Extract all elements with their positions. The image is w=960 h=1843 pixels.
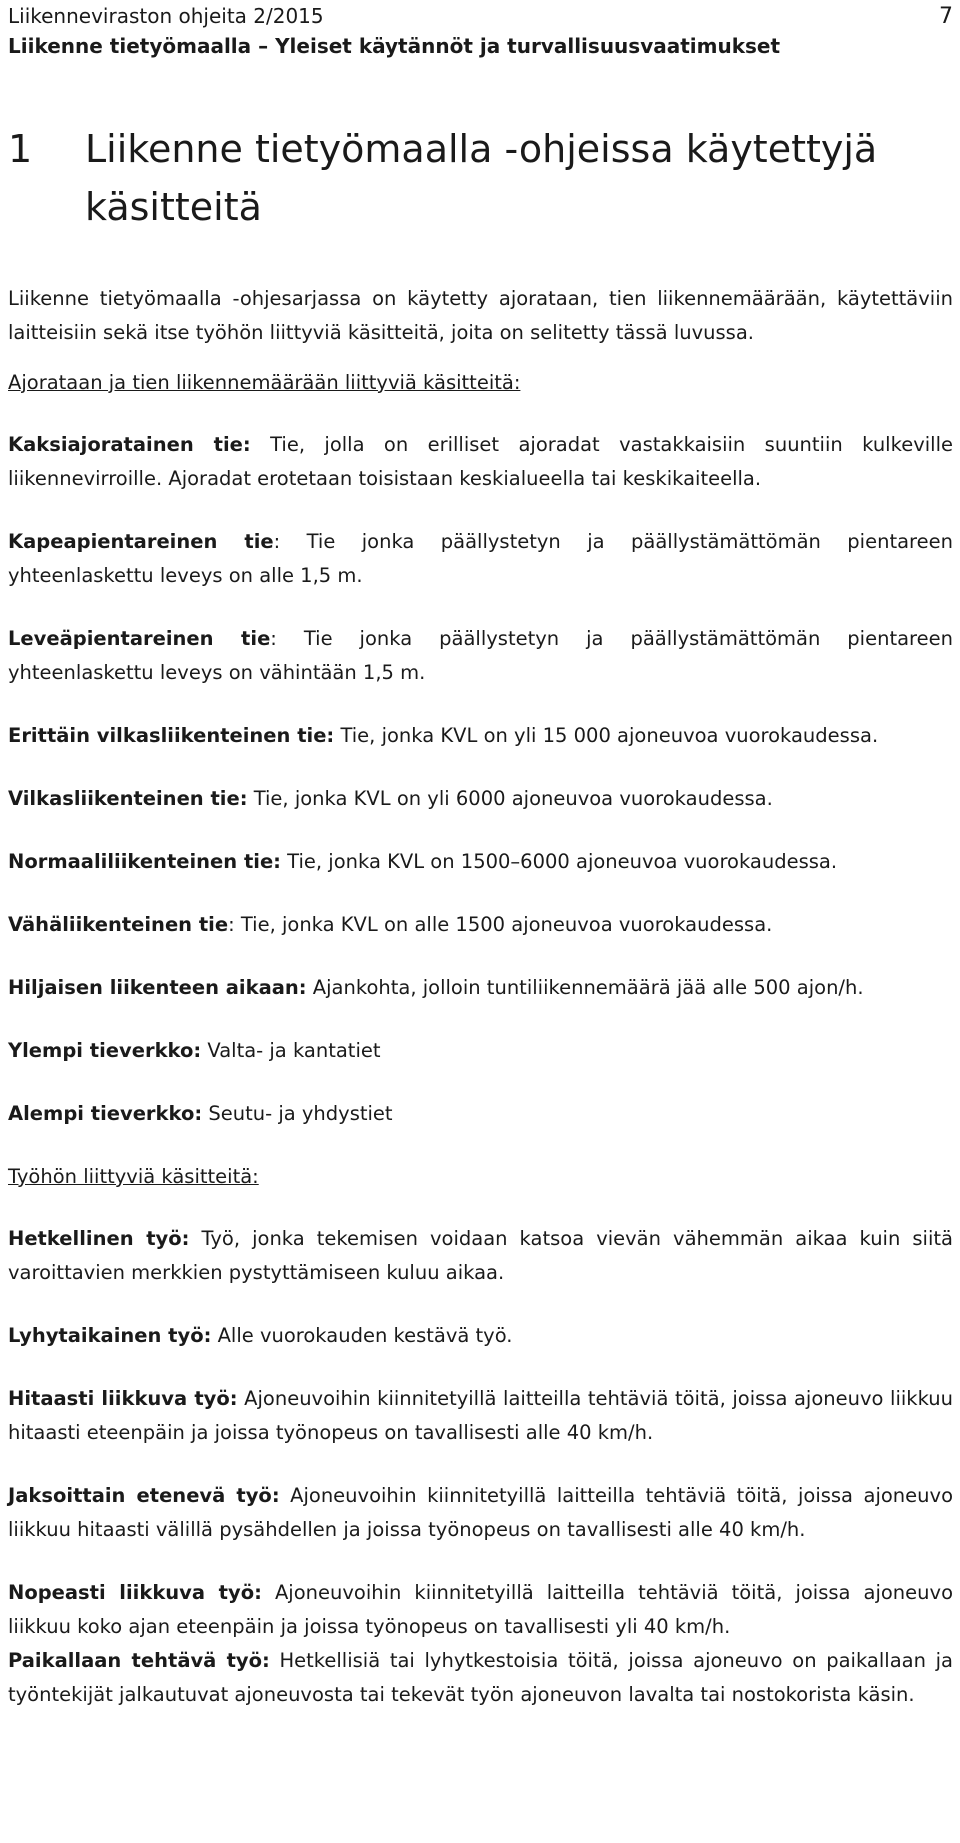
header-top-line — [8, 2, 953, 31]
definition-text: : Tie, jonka KVL on alle 1500 ajoneuvoa vuorokaudessa. — [228, 913, 773, 936]
definition-term: Leveäpientareinen tie — [8, 627, 271, 650]
running-header — [8, 2, 953, 61]
chapter-number: 1 — [8, 127, 33, 171]
definition-item — [8, 1644, 953, 1712]
definition-text: : Tie jonka päällystetyn ja päällystämättömän pientareen yhteenlaskettu leveys on vähintään 1,5 m. — [8, 627, 953, 684]
definition-term: Alempi tieverkko: — [8, 1102, 203, 1125]
definition-text: Tie, jonka KVL on 1500–6000 ajoneuvoa vuorokaudessa. — [280, 850, 838, 873]
definition-text: Tie, jolla on erilliset ajoradat vastakkaisiin suuntiin kulkeville liikennevirroille. Ajoradat erotetaan toisistaan keskialueella tai keskikaiteella. — [8, 433, 953, 490]
definition-term: Lyhytaikainen työ: — [8, 1324, 212, 1347]
definition-term: Jaksoittain etenevä työ: — [8, 1484, 280, 1507]
definition-item — [8, 1382, 953, 1450]
definition-item — [8, 782, 953, 816]
definition-item — [8, 1097, 953, 1131]
definition-text: Ajankohta, jolloin tuntiliikennemäärä jää alle 500 ajon/h. — [306, 976, 864, 999]
definition-term: Paikallaan tehtävä työ: — [8, 1649, 270, 1672]
definition-text: Ajoneuvoihin kiinnitetyillä laitteilla tehtäviä töitä, joissa ajoneuvo liikkuu hitaasti välillä pysähdellen ja joissa työnopeus on tavallisesti alle 40 km/h. — [8, 1484, 953, 1541]
definition-text: Tie, jonka KVL on yli 15 000 ajoneuvoa vuorokaudessa. — [334, 724, 879, 747]
definition-term: Ylempi tieverkko: — [8, 1039, 202, 1062]
definition-term: Nopeasti liikkuva työ: — [8, 1581, 262, 1604]
definition-term: Erittäin vilkasliikenteinen tie: — [8, 724, 335, 747]
page-number: 7 — [939, 4, 953, 29]
definition-item — [8, 428, 953, 496]
definition-text: Seutu- ja yhdystiet — [202, 1102, 393, 1125]
body-content — [8, 282, 953, 1712]
definition-item — [8, 908, 953, 942]
chapter-heading — [8, 120, 953, 236]
definition-term: Hiljaisen liikenteen aikaan: — [8, 976, 307, 999]
definition-text: Työ, jonka tekemisen voidaan katsoa vievän vähemmän aikaa kuin siitä varoittavien merkkien pystyttämiseen kuluu aikaa. — [8, 1227, 953, 1284]
publication-title: Liikenneviraston ohjeita 2/2015 — [8, 4, 324, 28]
definition-term: Vähäliikenteinen tie — [8, 913, 229, 936]
intro-paragraph: Liikenne tietyömaalla -ohjesarjassa on käytetty ajorataan, tien liikennemäärään, käytettäviin laitteisiin sekä itse työhön liittyviä käsitteitä, joita on selitetty tässä luvussa. — [8, 287, 953, 344]
definition-item — [8, 1319, 953, 1353]
definition-item — [8, 1479, 953, 1547]
definition-text: Hetkellisiä tai lyhytkestoisia töitä, joissa ajoneuvo on paikallaan ja työntekijät jalkautuvat ajoneuvosta tai tekevät työn ajoneuvon lavalta tai nostokorista käsin. — [8, 1649, 953, 1706]
chapter-title: Liikenne tietyömaalla -ohjeissa käytettyjä käsitteitä — [85, 127, 878, 229]
definition-term: Kapeapientareinen tie — [8, 530, 274, 553]
definition-item — [8, 1222, 953, 1290]
section-heading-work: Työhön liittyviä käsitteitä: — [8, 1165, 259, 1188]
definition-item — [8, 971, 953, 1005]
definition-text: Tie, jonka KVL on yli 6000 ajoneuvoa vuorokaudessa. — [247, 787, 773, 810]
definition-text: Alle vuorokauden kestävä työ. — [211, 1324, 513, 1347]
definition-item — [8, 525, 953, 593]
section-heading-roadway: Ajorataan ja tien liikennemäärään liittyviä käsitteitä: — [8, 371, 521, 394]
definition-item — [8, 1576, 953, 1644]
definition-text: Ajoneuvoihin kiinnitetyillä laitteilla tehtäviä töitä, joissa ajoneuvo liikkuu koko ajan eteenpäin ja joissa työnopeus on tavallisesti yli 40 km/h. — [8, 1581, 953, 1638]
definition-text: Valta- ja kantatiet — [201, 1039, 381, 1062]
definition-item — [8, 845, 953, 879]
definition-term: Normaaliliikenteinen tie: — [8, 850, 281, 873]
definition-term: Kaksiajoratainen tie: — [8, 433, 251, 456]
document-subtitle: Liikenne tietyömaalla – Yleiset käytännöt ja turvallisuusvaatimukset — [8, 34, 781, 58]
definition-text: : Tie jonka päällystetyn ja päällystämättömän pientareen yhteenlaskettu leveys on alle 1,5 m. — [8, 530, 953, 587]
definition-term: Vilkasliikenteinen tie: — [8, 787, 248, 810]
definition-item — [8, 1034, 953, 1068]
definition-term: Hetkellinen työ: — [8, 1227, 190, 1250]
definition-term: Hitaasti liikkuva työ: — [8, 1387, 238, 1410]
definition-text: Ajoneuvoihin kiinnitetyillä laitteilla tehtäviä töitä, joissa ajoneuvo liikkuu hitaasti eteenpäin ja joissa työnopeus on tavallisesti alle 40 km/h. — [8, 1387, 953, 1444]
definition-item — [8, 719, 953, 753]
definition-item — [8, 622, 953, 690]
